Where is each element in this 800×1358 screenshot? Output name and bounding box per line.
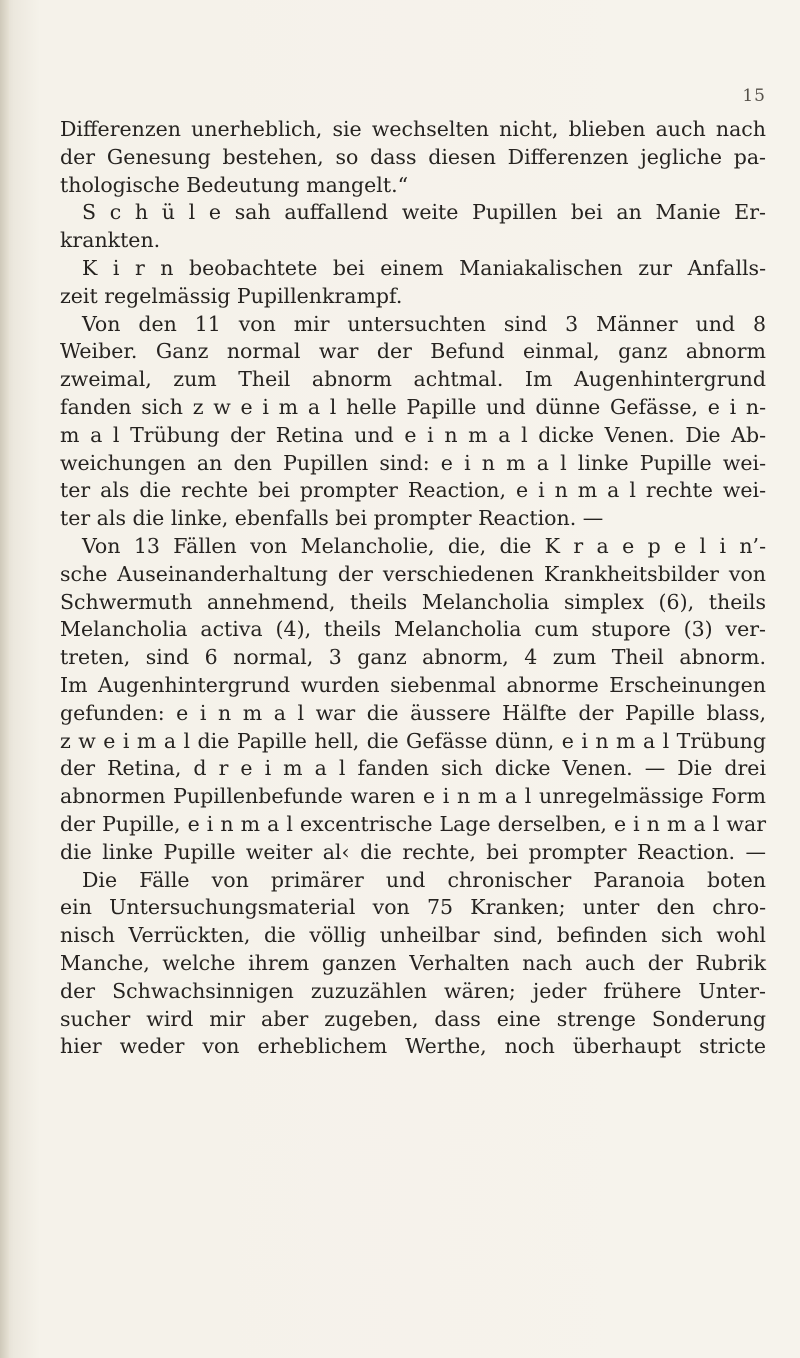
text-line: m a l Trübung der Retina und e i n m a l dicke Venen. Die Ab- — [60, 422, 766, 447]
text-line: Melancholia activa (4), theils Melancholia cum stupore (3) ver- — [60, 617, 766, 642]
body-text — [60, 116, 766, 1061]
text-line: krankten. — [60, 228, 161, 253]
text-line: K i r n beobachtete bei einem Maniakalischen zur Anfalls- — [82, 255, 766, 280]
text-line: fanden sich z w e i m a l helle Papille und dünne Gefässe, e i n- — [60, 394, 766, 419]
text-line: z w e i m a l die Papille hell, die Gefässe dünn, e i n m a l Trübung — [60, 728, 766, 753]
text-line: zeit regelmässig Pupillenkrampf. — [60, 283, 403, 308]
text-line: die linke Pupille weiter al‹ die rechte, bei prompter Reaction. — — [60, 839, 766, 864]
text-line: sucher wird mir aber zugeben, dass eine strenge Sonderung — [60, 1006, 766, 1031]
page-number: 15 — [742, 86, 766, 106]
text-line: zweimal, zum Theil abnorm achtmal. Im Augenhintergrund — [60, 367, 766, 392]
text-line: sche Auseinanderhaltung der verschiedenen Krankheitsbilder von — [60, 561, 766, 586]
text-line: der Genesung bestehen, so dass diesen Differenzen jegliche pa- — [60, 144, 766, 169]
text-line: Schwermuth annehmend, theils Melancholia simplex (6), theils — [60, 589, 766, 614]
text-line: nisch Verrückten, die völlig unheilbar sind, befinden sich wohl — [60, 923, 766, 948]
text-line: gefunden: e i n m a l war die äussere Hälfte der Papille blass, — [60, 700, 766, 725]
text-line: hier weder von erheblichem Werthe, noch überhaupt stricte — [60, 1034, 766, 1059]
page-gutter — [0, 0, 9, 1358]
text-line: Von den 11 von mir untersuchten sind 3 Männer und 8 — [82, 311, 766, 336]
text-line: der Schwachsinnigen zuzuzählen wären; jeder frühere Unter- — [60, 978, 766, 1003]
text-line: Im Augenhintergrund wurden siebenmal abnorme Erscheinungen — [60, 672, 766, 697]
text-line: Von 13 Fällen von Melancholie, die, die K r a e p e l i n’- — [82, 533, 766, 558]
text-line: weichungen an den Pupillen sind: e i n m a l linke Pupille wei- — [60, 450, 766, 475]
text-line: Die Fälle von primärer und chronischer Paranoia boten — [82, 867, 766, 892]
text-line: abnormen Pupillenbefunde waren e i n m a l unregelmässige Form — [60, 784, 766, 809]
text-line: ein Untersuchungsmaterial von 75 Kranken; unter den chro- — [60, 895, 766, 920]
text-line: der Retina, d r e i m a l fanden sich dicke Venen. — Die drei — [60, 756, 766, 781]
text-line: S c h ü l e sah auffallend weite Pupillen bei an Manie Er- — [82, 200, 766, 225]
text-line: ter als die linke, ebenfalls bei prompter Reaction. — — [60, 506, 604, 531]
text-line: ter als die rechte bei prompter Reaction, e i n m a l rechte wei- — [60, 478, 766, 503]
text-line: der Pupille, e i n m a l excentrische Lage derselben, e i n m a l war — [60, 811, 766, 836]
text-line: Manche, welche ihrem ganzen Verhalten nach auch der Rubrik — [60, 950, 766, 975]
text-line: treten, sind 6 normal, 3 ganz abnorm, 4 zum Theil abnorm. — [60, 645, 766, 670]
text-line: Differenzen unerheblich, sie wechselten nicht, blieben auch nach — [60, 117, 766, 141]
text-line: Weiber. Ganz normal war der Befund einmal, ganz abnorm — [60, 339, 766, 364]
text-line: thologische Bedeutung mangelt.“ — [60, 172, 409, 197]
